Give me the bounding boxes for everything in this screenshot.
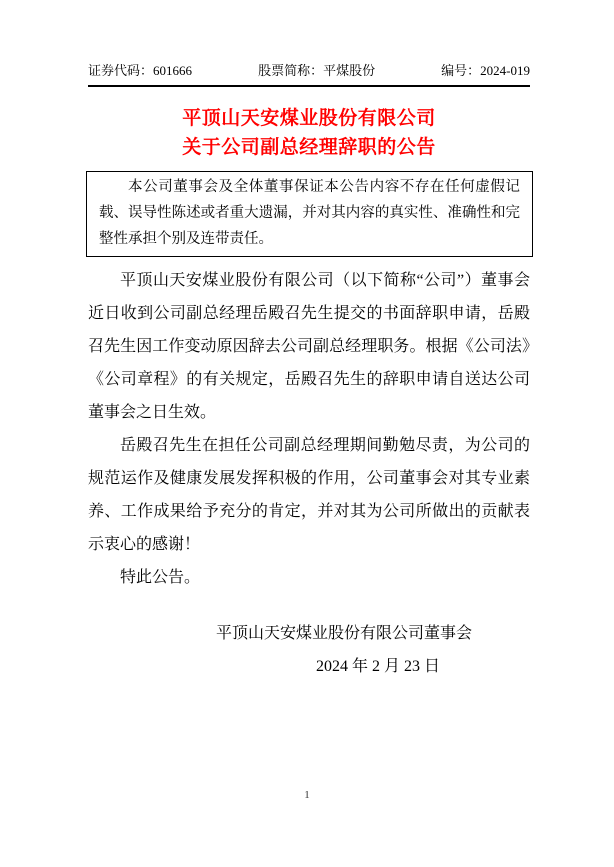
disclaimer-text: 本公司董事会及全体董事保证本公告内容不存在任何虚假记载、误导性陈述或者重大遗漏，并对其内容的真实性、准确性和完整性承担个别及连带责任。 bbox=[99, 179, 520, 247]
stock-name-label: 股票简称：平煤股份 bbox=[258, 63, 376, 78]
body-paragraph-2: 岳殿召先生在担任公司副总经理期间勤勉尽责，为公司的规范运作及健康发展发挥积极的作用，公司董事会对其专业素养、工作成果给予充分的肯定，并对其为公司所做出的贡献表示衷心的感谢！ bbox=[88, 437, 530, 553]
document-header bbox=[88, 60, 530, 79]
signature-block bbox=[88, 617, 530, 683]
header-divider bbox=[88, 85, 530, 87]
signature-date: 2024 年 2 月 23 日 bbox=[315, 658, 440, 675]
body-paragraph-closing: 特此公告。 bbox=[120, 569, 201, 586]
disclaimer-box bbox=[86, 171, 533, 257]
announcement-number-label: 编号：2024-019 bbox=[441, 63, 530, 78]
page-number: 1 bbox=[304, 789, 310, 801]
body-paragraph-1: 平顶山天安煤业股份有限公司（以下简称“公司”）董事会近日收到公司副总经理岳殿召先生提交的书面辞职申请，岳殿召先生因工作变动原因辞去公司副总经理职务。根据《公司法》《公司章程》的有关规定，岳殿召先生的辞职申请自送达公司董事会之日生效。 bbox=[88, 272, 530, 421]
document-title bbox=[88, 104, 530, 162]
stock-code-label: 证券代码：601666 bbox=[88, 63, 193, 78]
document-body bbox=[88, 264, 530, 594]
signature-board: 平顶山天安煤业股份有限公司董事会 bbox=[215, 625, 472, 642]
title-line-subject: 关于公司副总经理辞职的公告 bbox=[182, 137, 436, 158]
title-line-company: 平顶山天安煤业股份有限公司 bbox=[182, 108, 436, 129]
